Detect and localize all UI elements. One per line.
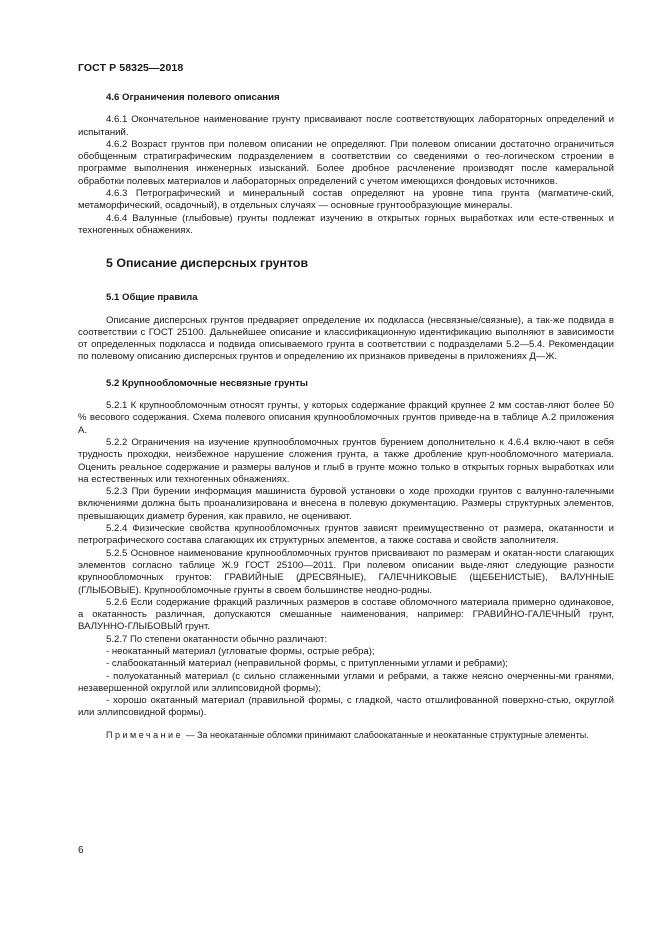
list-item-rounding-4: - хорошо окатанный материал (правильной формы, с гладкой, часто отшлифованной поверхно-стью, округлой или эллипсовидной формы). xyxy=(78,695,614,719)
paragraph-4-6-3: 4.6.3 Петрографический и минеральный состав определяют на уровне типа грунта (магматиче-ский, метаморфический, осадочный), в отдельных случаях — основные грунтообразующие минералы. xyxy=(78,188,614,212)
section-heading-5: 5 Описание дисперсных грунтов xyxy=(106,256,309,271)
note-text: — За неокатанные обломки принимают слабоокатанные и неокатанные структурные элементы. xyxy=(183,729,589,740)
subsection-heading-5-2: 5.2 Крупнообломочные несвязные грунты xyxy=(106,377,308,389)
paragraph-5-2-1: 5.2.1 К крупнообломочным относят грунты, у которых содержание фракций крупнее 2 мм состав-ляют более 50 % весового содержания. Схема полевого описания крупнообломочных грунтов приведе-на в таблице А.2 приложения А. xyxy=(78,400,614,436)
paragraph-5-2-5: 5.2.5 Основное наименование крупнообломочных грунтов присваивают по размерам и окатан-ности слагающих элементов согласно таблице Ж.9 ГОСТ 25100—2011. При полевом описании выде-ляют следующие разности крупнообломочных грунтов: ГРАВИЙНЫЕ (ДРЕСВЯНЫЕ), ГАЛЕЧНИКОВЫЕ (ЩЕБЕНИСТЫЕ), ВАЛУННЫЕ (ГЛЫБОВЫЕ). Крупнообломочные грунты в своем большинстве неодно-родны. xyxy=(78,547,614,596)
paragraph-5-2-3: 5.2.3 При бурении информация машиниста буровой установки о ходе проходки грунтов с валунно-галечными включениями должна быть проанализирована и внесена в полевую документацию. Размеры структурных элементов, превышающих диаметр бурения, как правило, не оценивают. xyxy=(78,486,614,522)
list-item-rounding-3: - полуокатанный материал (с сильно сглаженными углами и ребрами, а также неясно очерченны-ми гранями, незавершенной округлой или эллипсовидной формы); xyxy=(78,670,614,694)
document-code-header: ГОСТ Р 58325—2018 xyxy=(78,62,184,74)
list-item-rounding-1: - неокатанный материал (угловатые формы, острые ребра); xyxy=(106,645,375,657)
list-item-rounding-2: - слабоокатанный материал (неправильной формы, с притупленными углами и ребрами); xyxy=(106,658,508,670)
page-number: 6 xyxy=(78,845,84,856)
note xyxy=(78,729,614,741)
paragraph-5-2-2: 5.2.2 Ограничения на изучение крупнообломочных грунтов бурением дополнительно к 4.6.4 вклю-чают в себя трудность проходки, неизбежное нарушение сложения грунта, а также дробление круп-нообломочного материала. Оценить реальное содержание и размеры валунов и глыб в грунте можно только в открытых горных выработках или на естественных или техногенных обнажениях. xyxy=(78,436,614,485)
spacer xyxy=(78,364,614,378)
note-label: Примечание xyxy=(106,729,184,740)
paragraph-5-1: Описание дисперсных грунтов предваряет определение их подкласса (несвязные/связные), а так-же подвида в соответствии с ГОСТ 25100. Дальнейшее описание и классификационную идентификацию выполняют в зависимости от определенных подкласса и подвида описываемого грунта в соответствии с подразделами 5.2—5.4. Рекомендации по полевому описанию дисперсных грунтов и определению их признаков приведены в приложениях Д—Ж. xyxy=(78,314,614,363)
subsection-heading-4-6: 4.6 Ограничения полевого описания xyxy=(106,92,280,103)
paragraph-4-6-2: 4.6.2 Возраст грунтов при полевом описании не определяют. При полевом описании достаточно ограничиться обобщенным стратиграфическим подразделением в соответствии со сведениями о гео-логическом строении в программе выполнения инженерных изысканий. Более дробное расчленение производят после камеральной обработки полевых материалов и лабораторных определений с учетом имеющихся фондовых источников. xyxy=(78,138,614,187)
spacer xyxy=(78,283,614,292)
subsection-heading-5-1: 5.1 Общие правила xyxy=(106,292,198,304)
document-body xyxy=(78,92,614,741)
spacer xyxy=(78,720,614,729)
paragraph-5-2-4: 5.2.4 Физические свойства крупнообломочных грунтов зависят преимущественно от размера, окатанности и петрографического состава слагающих их структурных элементов, а также состава и свойств заполнителя. xyxy=(78,523,614,547)
paragraph-4-6-1: 4.6.1 Окончательное наименование грунту присваивают после соответствующих лабораторных определений и испытаний. xyxy=(78,114,614,138)
spacer xyxy=(78,237,614,256)
paragraph-5-2-6: 5.2.6 Если содержание фракций различных размеров в составе обломочного материала примерно одинаковое, а окатанность различная, допускаются смешанные наименования, например: ГРАВИЙНО-ГАЛЕЧНЫЙ грунт, ВАЛУННО-ГЛЫБОВЫЙ грунт. xyxy=(78,596,614,633)
paragraph-4-6-4: 4.6.4 Валунные (глыбовые) грунты подлежат изучению в открытых горных выработках или есте-ственных и техногенных обнажениях. xyxy=(78,212,614,236)
paragraph-5-2-7: 5.2.7 По степени окатанности обычно различают: xyxy=(106,633,328,645)
